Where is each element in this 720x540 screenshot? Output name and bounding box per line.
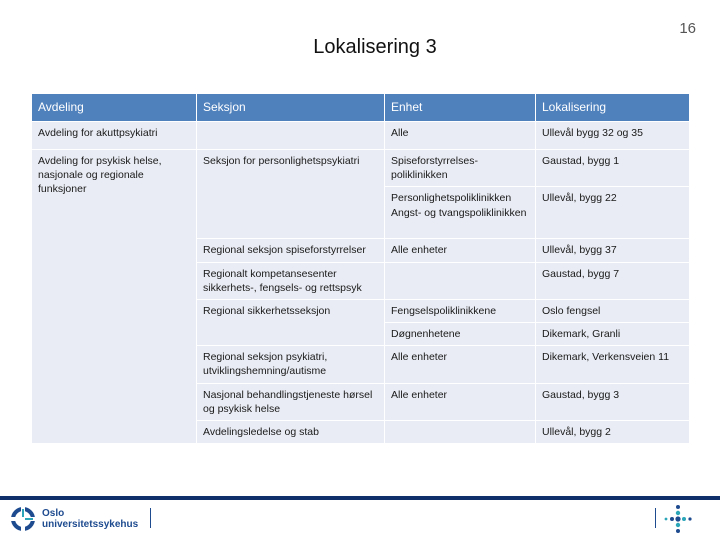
cell-lokalisering: Oslo fengsel bbox=[536, 299, 690, 322]
cell-seksjon: Regional sikkerhetsseksjon bbox=[197, 299, 385, 345]
cell-lokalisering: Ullevål, bygg 2 bbox=[536, 420, 690, 443]
cell-avdeling: Avdeling for akuttpsykiatri bbox=[32, 122, 197, 150]
slide-title: Lokalisering 3 bbox=[313, 36, 437, 58]
logo-text bbox=[42, 508, 138, 530]
cell-enhet: Døgnenhetene bbox=[385, 323, 536, 346]
cell-enhet: Personlighetspoliklinikken Angst- og tvangspoliklinikken bbox=[385, 187, 536, 239]
hospital-logo bbox=[10, 505, 138, 533]
header-avdeling: Avdeling bbox=[32, 94, 197, 122]
cell-enhet: Alle enheter bbox=[385, 346, 536, 383]
cell-avdeling: Avdeling for psykisk helse, nasjonale og regionale funksjoner bbox=[32, 150, 197, 444]
table-header-row bbox=[32, 94, 690, 122]
cell-seksjon: Seksjon for personlighetspsykiatri bbox=[197, 150, 385, 239]
table-row bbox=[32, 122, 690, 150]
localization-table bbox=[31, 93, 690, 444]
header-seksjon: Seksjon bbox=[197, 94, 385, 122]
cell-enhet: Fengselspoliklinikkene bbox=[385, 299, 536, 322]
logo-line-2: universitetssykehus bbox=[42, 519, 139, 530]
cell-seksjon: Avdelingsledelse og stab bbox=[197, 420, 385, 443]
cell-seksjon: Nasjonal behandlingstjeneste hørsel og psykisk helse bbox=[197, 383, 385, 420]
cell-lokalisering: Dikemark, Granli bbox=[536, 323, 690, 346]
cell-lokalisering: Ullevål bygg 32 og 35 bbox=[536, 122, 690, 150]
cell-enhet bbox=[385, 420, 536, 443]
page-number: 16 bbox=[679, 20, 696, 37]
cell-enhet: Alle enheter bbox=[385, 383, 536, 420]
header-lokalisering: Lokalisering bbox=[536, 94, 690, 122]
cell-enhet: Alle enheter bbox=[385, 239, 536, 262]
cell-lokalisering: Gaustad, bygg 7 bbox=[536, 262, 690, 299]
cell-seksjon: Regional seksjon spiseforstyrrelser bbox=[197, 239, 385, 262]
cell-seksjon: Regionalt kompetansesenter sikkerhets-, fengsels- og rettspsyk bbox=[197, 262, 385, 299]
cell-lokalisering: Ullevål, bygg 37 bbox=[536, 239, 690, 262]
cell-enhet: Spiseforstyrrelses-poliklinikken bbox=[385, 150, 536, 187]
cell-enhet: Alle bbox=[385, 122, 536, 150]
cell-lokalisering: Gaustad, bygg 3 bbox=[536, 383, 690, 420]
logo-divider bbox=[150, 508, 151, 528]
logo-line-1: Oslo bbox=[42, 508, 65, 519]
cell-lokalisering: Gaustad, bygg 1 bbox=[536, 150, 690, 187]
cell-enhet bbox=[385, 262, 536, 299]
table-row bbox=[32, 150, 690, 187]
cell-lokalisering: Dikemark, Verkensveien 11 bbox=[536, 346, 690, 383]
dot-pattern-icon bbox=[663, 504, 693, 534]
cell-seksjon: Regional seksjon psykiatri, utviklingshemning/autisme bbox=[197, 346, 385, 383]
cell-lokalisering: Ullevål, bygg 22 bbox=[536, 187, 690, 239]
oslo-cross-logo-icon bbox=[10, 506, 36, 532]
header-enhet: Enhet bbox=[385, 94, 536, 122]
right-divider bbox=[655, 508, 656, 528]
cell-seksjon bbox=[197, 122, 385, 150]
